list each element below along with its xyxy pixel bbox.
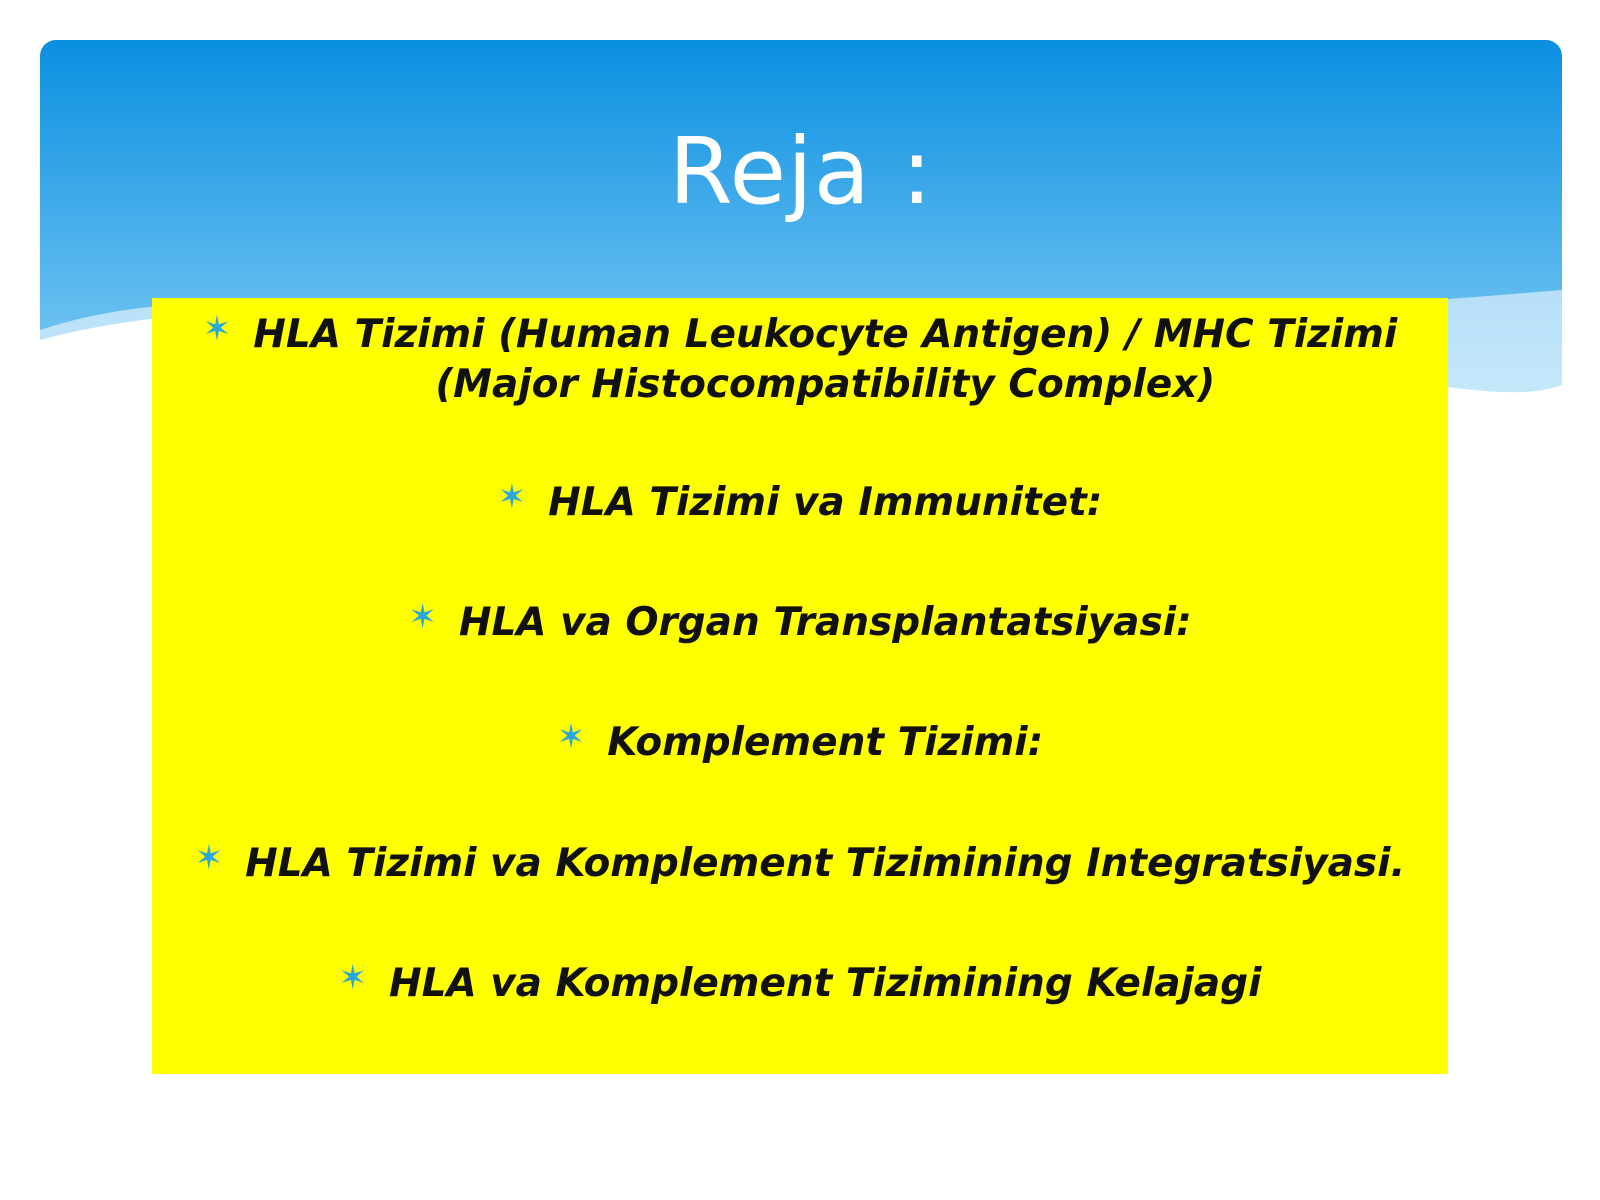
list-item [152,598,1448,648]
list-item-text: HLA Tizimi va Komplement Tizimining Integratsiyasi. [245,841,1406,886]
list-item-text: HLA Tizimi (Human Leukocyte Antigen) / MHC Tizimi (Major Histocompatibility Complex) [253,312,1398,407]
asterisk-icon: ✶ [556,717,586,757]
list-item-text: HLA Tizimi va Immunitet: [548,480,1103,525]
slide-title: Reja : [668,118,934,225]
list-item [152,718,1448,768]
asterisk-icon: ✶ [202,309,232,349]
list-item-text: Komplement Tizimi: [607,720,1044,765]
list-item-text: HLA va Organ Transplantatsiyasi: [458,600,1192,645]
asterisk-icon: ✶ [338,958,367,998]
asterisk-icon: ✶ [497,477,527,517]
list-item [152,839,1448,889]
list-item [152,959,1448,1009]
list-item [152,310,1448,410]
list-item-text: HLA va Komplement Tizimining Kelajagi [388,961,1262,1006]
asterisk-icon: ✶ [408,597,437,637]
list-item [152,478,1448,528]
asterisk-icon: ✶ [194,838,224,878]
content-panel [152,298,1448,1074]
